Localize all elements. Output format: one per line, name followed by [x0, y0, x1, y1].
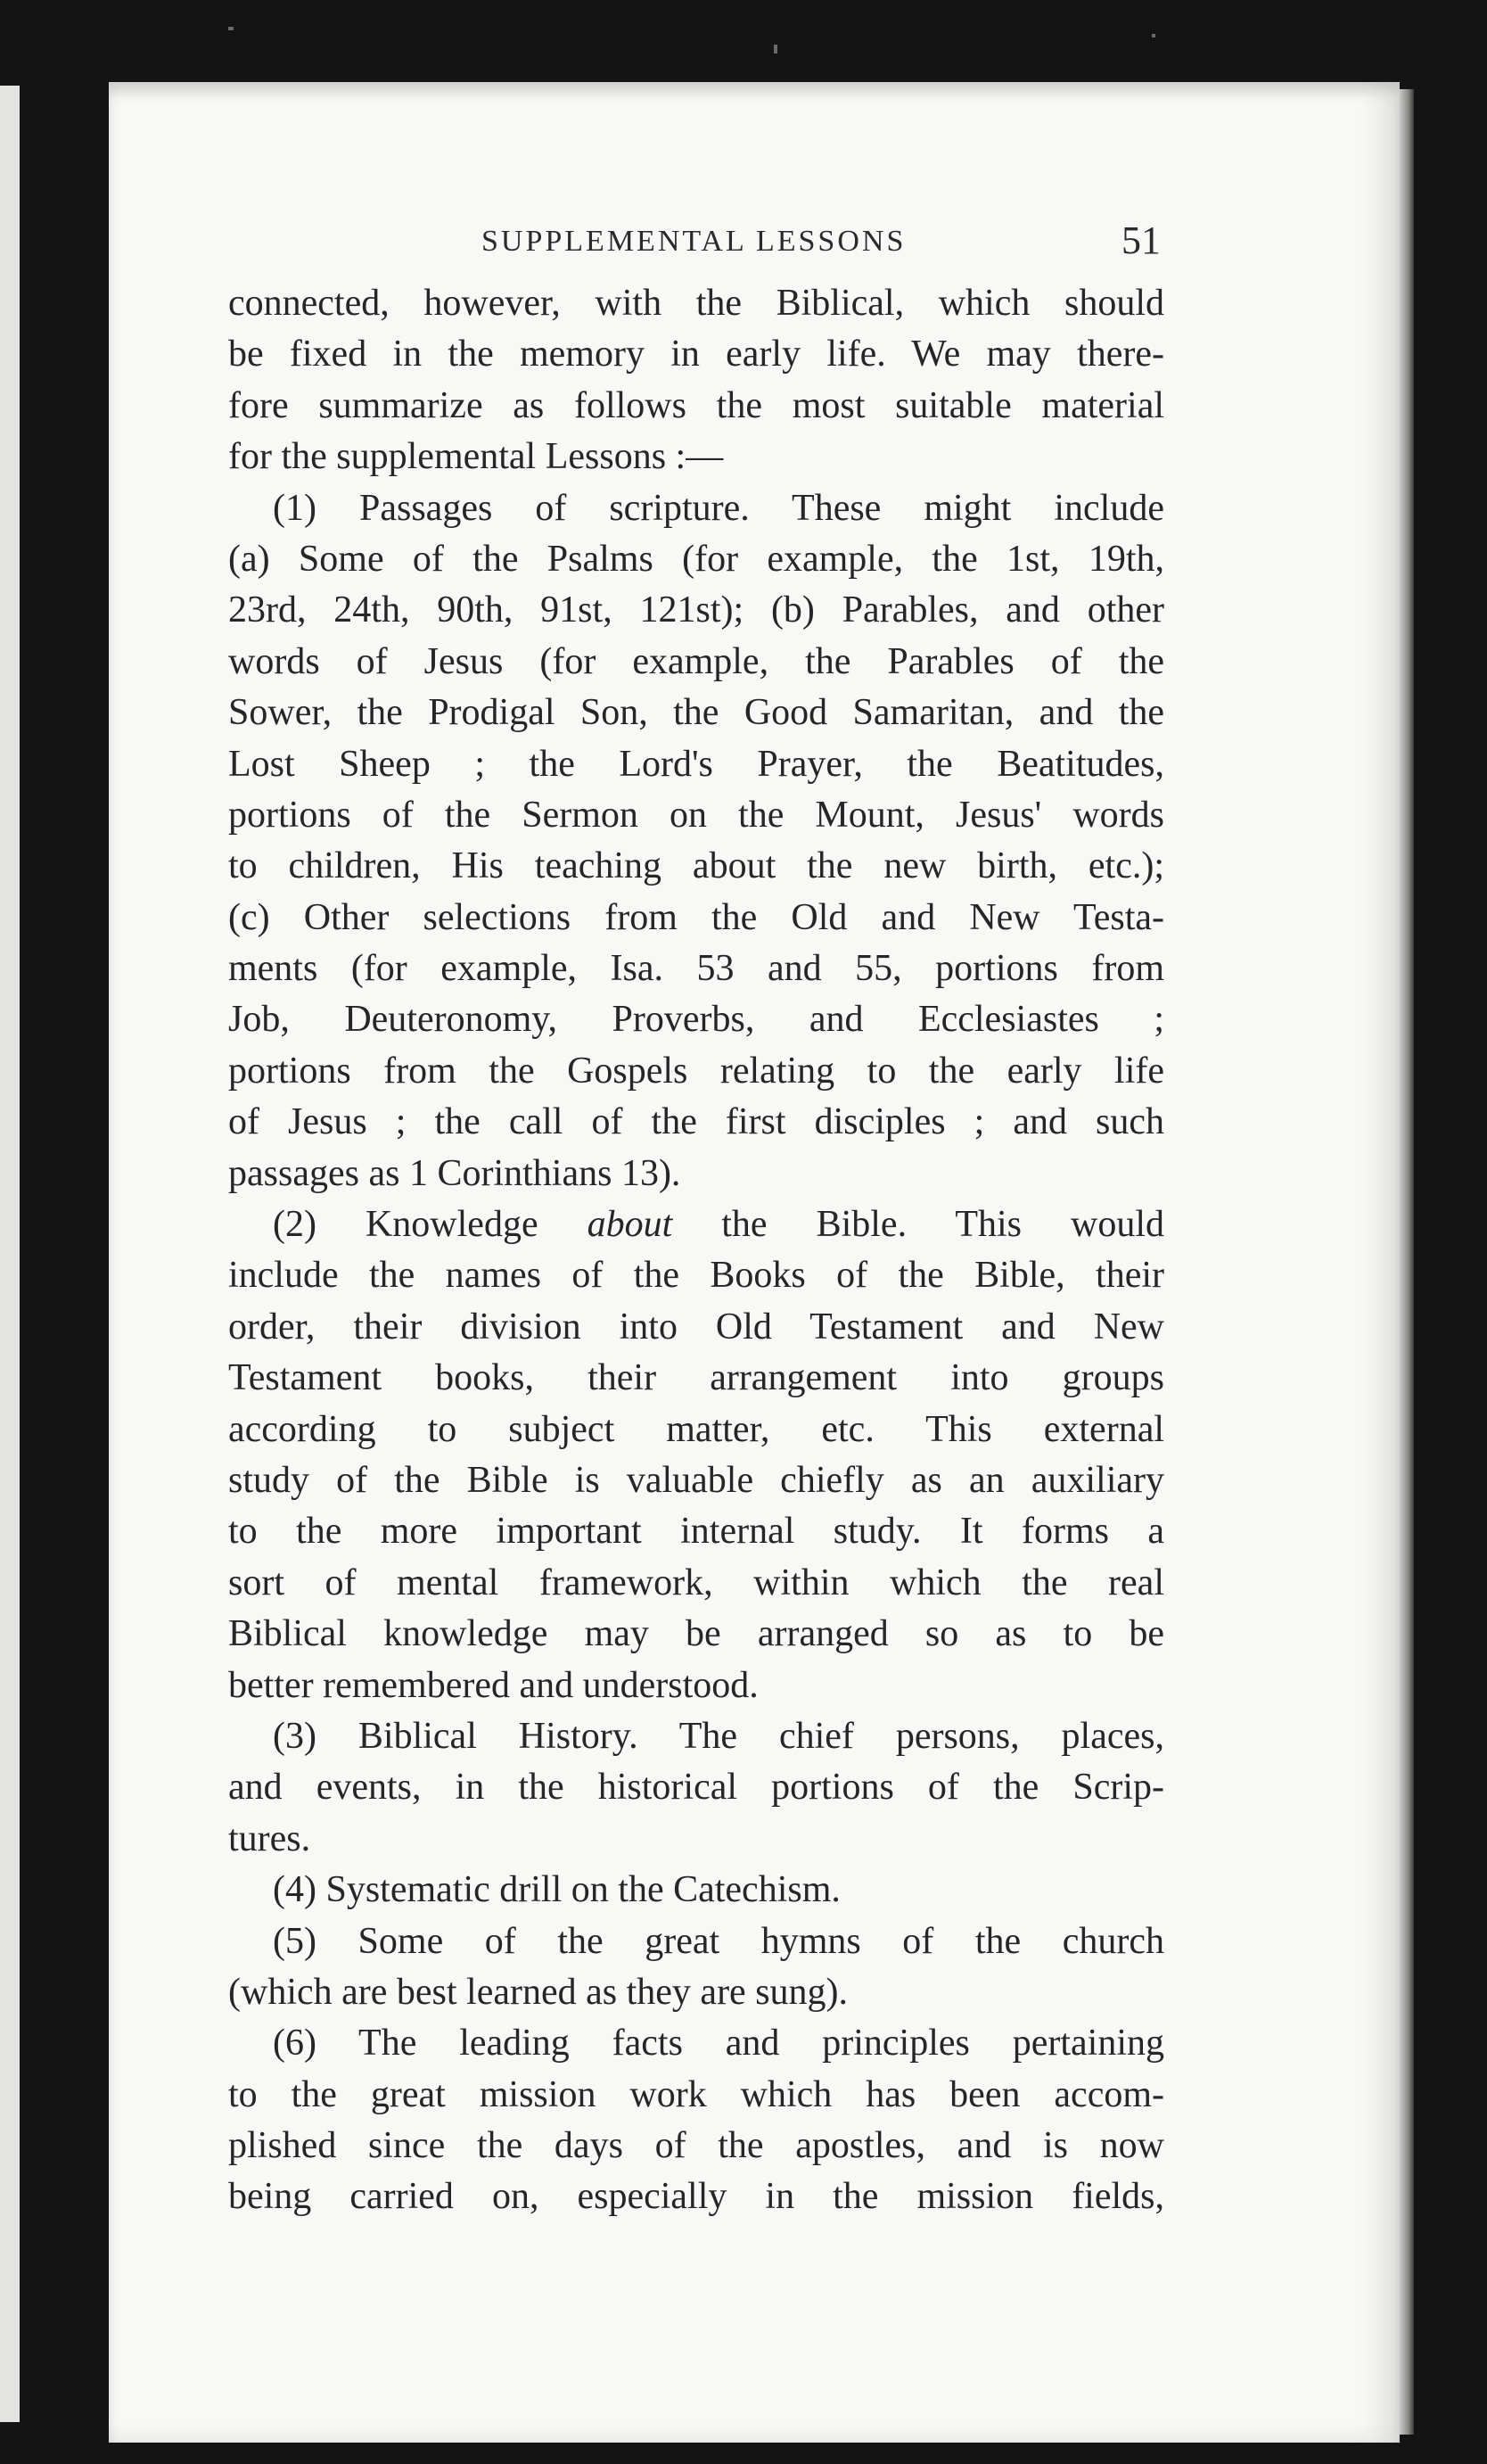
- text-line: tures.: [228, 1817, 311, 1859]
- text-line: according to subject matter, etc. This external: [228, 1408, 1164, 1450]
- text-line: ments (for example, Isa. 53 and 55, portions from: [228, 948, 1164, 990]
- page-edge-shadow: [1400, 89, 1414, 2435]
- text-line: include the names of the Books of the Bible, their: [228, 1255, 1164, 1297]
- text-line: 23rd, 24th, 90th, 91st, 121st); (b) Parables, and other: [228, 589, 1164, 631]
- text-line: portions from the Gospels relating to the early life: [228, 1050, 1164, 1092]
- text-line: sort of mental framework, within which the real: [228, 1562, 1164, 1603]
- text-line: connected, however, with the Biblical, which should: [228, 283, 1164, 324]
- text-line: (4) Systematic drill on the Catechism.: [273, 1869, 841, 1911]
- text-line: (5) Some of the great hymns of the church: [273, 1920, 1164, 1962]
- text-line: Job, Deuteronomy, Proverbs, and Ecclesiastes ;: [228, 999, 1164, 1041]
- text-line: passages as 1 Corinthians 13).: [228, 1152, 681, 1194]
- text-line: (which are best learned as they are sung).: [228, 1971, 849, 2013]
- text-line: Sower, the Prodigal Son, the Good Samaritan, and the: [228, 692, 1164, 734]
- text-line: to the more important internal study. It forms a: [228, 1511, 1164, 1553]
- text-line: to children, His teaching about the new birth, etc.);: [228, 845, 1164, 887]
- text-line: (a) Some of the Psalms (for example, the 1st, 19th,: [228, 538, 1164, 580]
- text-line: for the supplemental Lessons :—: [228, 436, 724, 478]
- body-text: [228, 278, 1164, 2223]
- text-line: Testament books, their arrangement into groups: [228, 1357, 1164, 1399]
- scan-speck: [228, 27, 234, 30]
- text-line: being carried on, especially in the mission fields,: [228, 2176, 1164, 2218]
- text-line: Lost Sheep ; the Lord's Prayer, the Beatitudes,: [228, 743, 1164, 785]
- text-line: plished since the days of the apostles, and is now: [228, 2125, 1164, 2167]
- text-line: to the great mission work which has been accom-: [228, 2073, 1164, 2115]
- text-line: of Jesus ; the call of the first disciples ; and such: [228, 1101, 1164, 1143]
- text-fragment: the Bible. This would: [672, 1204, 1164, 1246]
- scan-speck: [1152, 34, 1155, 37]
- text-line: better remembered and understood.: [228, 1664, 759, 1706]
- text-line: be fixed in the memory in early life. We may there-: [228, 334, 1164, 375]
- text-line: and events, in the historical portions of the Scrip-: [228, 1767, 1164, 1809]
- running-title: SUPPLEMENTAL LESSONS: [481, 225, 907, 258]
- text-line-knowledge-about: [228, 1199, 1164, 1250]
- text-line: words of Jesus (for example, the Parables of the: [228, 640, 1164, 682]
- text-line: study of the Bible is valuable chiefly as an auxiliary: [228, 1459, 1164, 1501]
- page-number: 51: [1121, 218, 1161, 262]
- text-fragment: (2) Knowledge: [273, 1204, 587, 1246]
- text-line: (c) Other selections from the Old and New Testa-: [228, 896, 1164, 938]
- text-line: Biblical knowledge may be arranged so as to be: [228, 1613, 1164, 1655]
- text-line: portions of the Sermon on the Mount, Jesus' words: [228, 794, 1164, 836]
- text-line: (1) Passages of scripture. These might include: [273, 487, 1164, 529]
- scan-speck: [774, 45, 777, 54]
- adjacent-page-edge: [0, 86, 20, 2422]
- text-line: order, their division into Old Testament and New: [228, 1306, 1164, 1347]
- text-line: fore summarize as follows the most suitable material: [228, 384, 1164, 426]
- italic-emphasis: about: [587, 1204, 673, 1246]
- text-line: (6) The leading facts and principles pertaining: [273, 2023, 1164, 2064]
- text-line: (3) Biblical History. The chief persons, places,: [273, 1715, 1164, 1757]
